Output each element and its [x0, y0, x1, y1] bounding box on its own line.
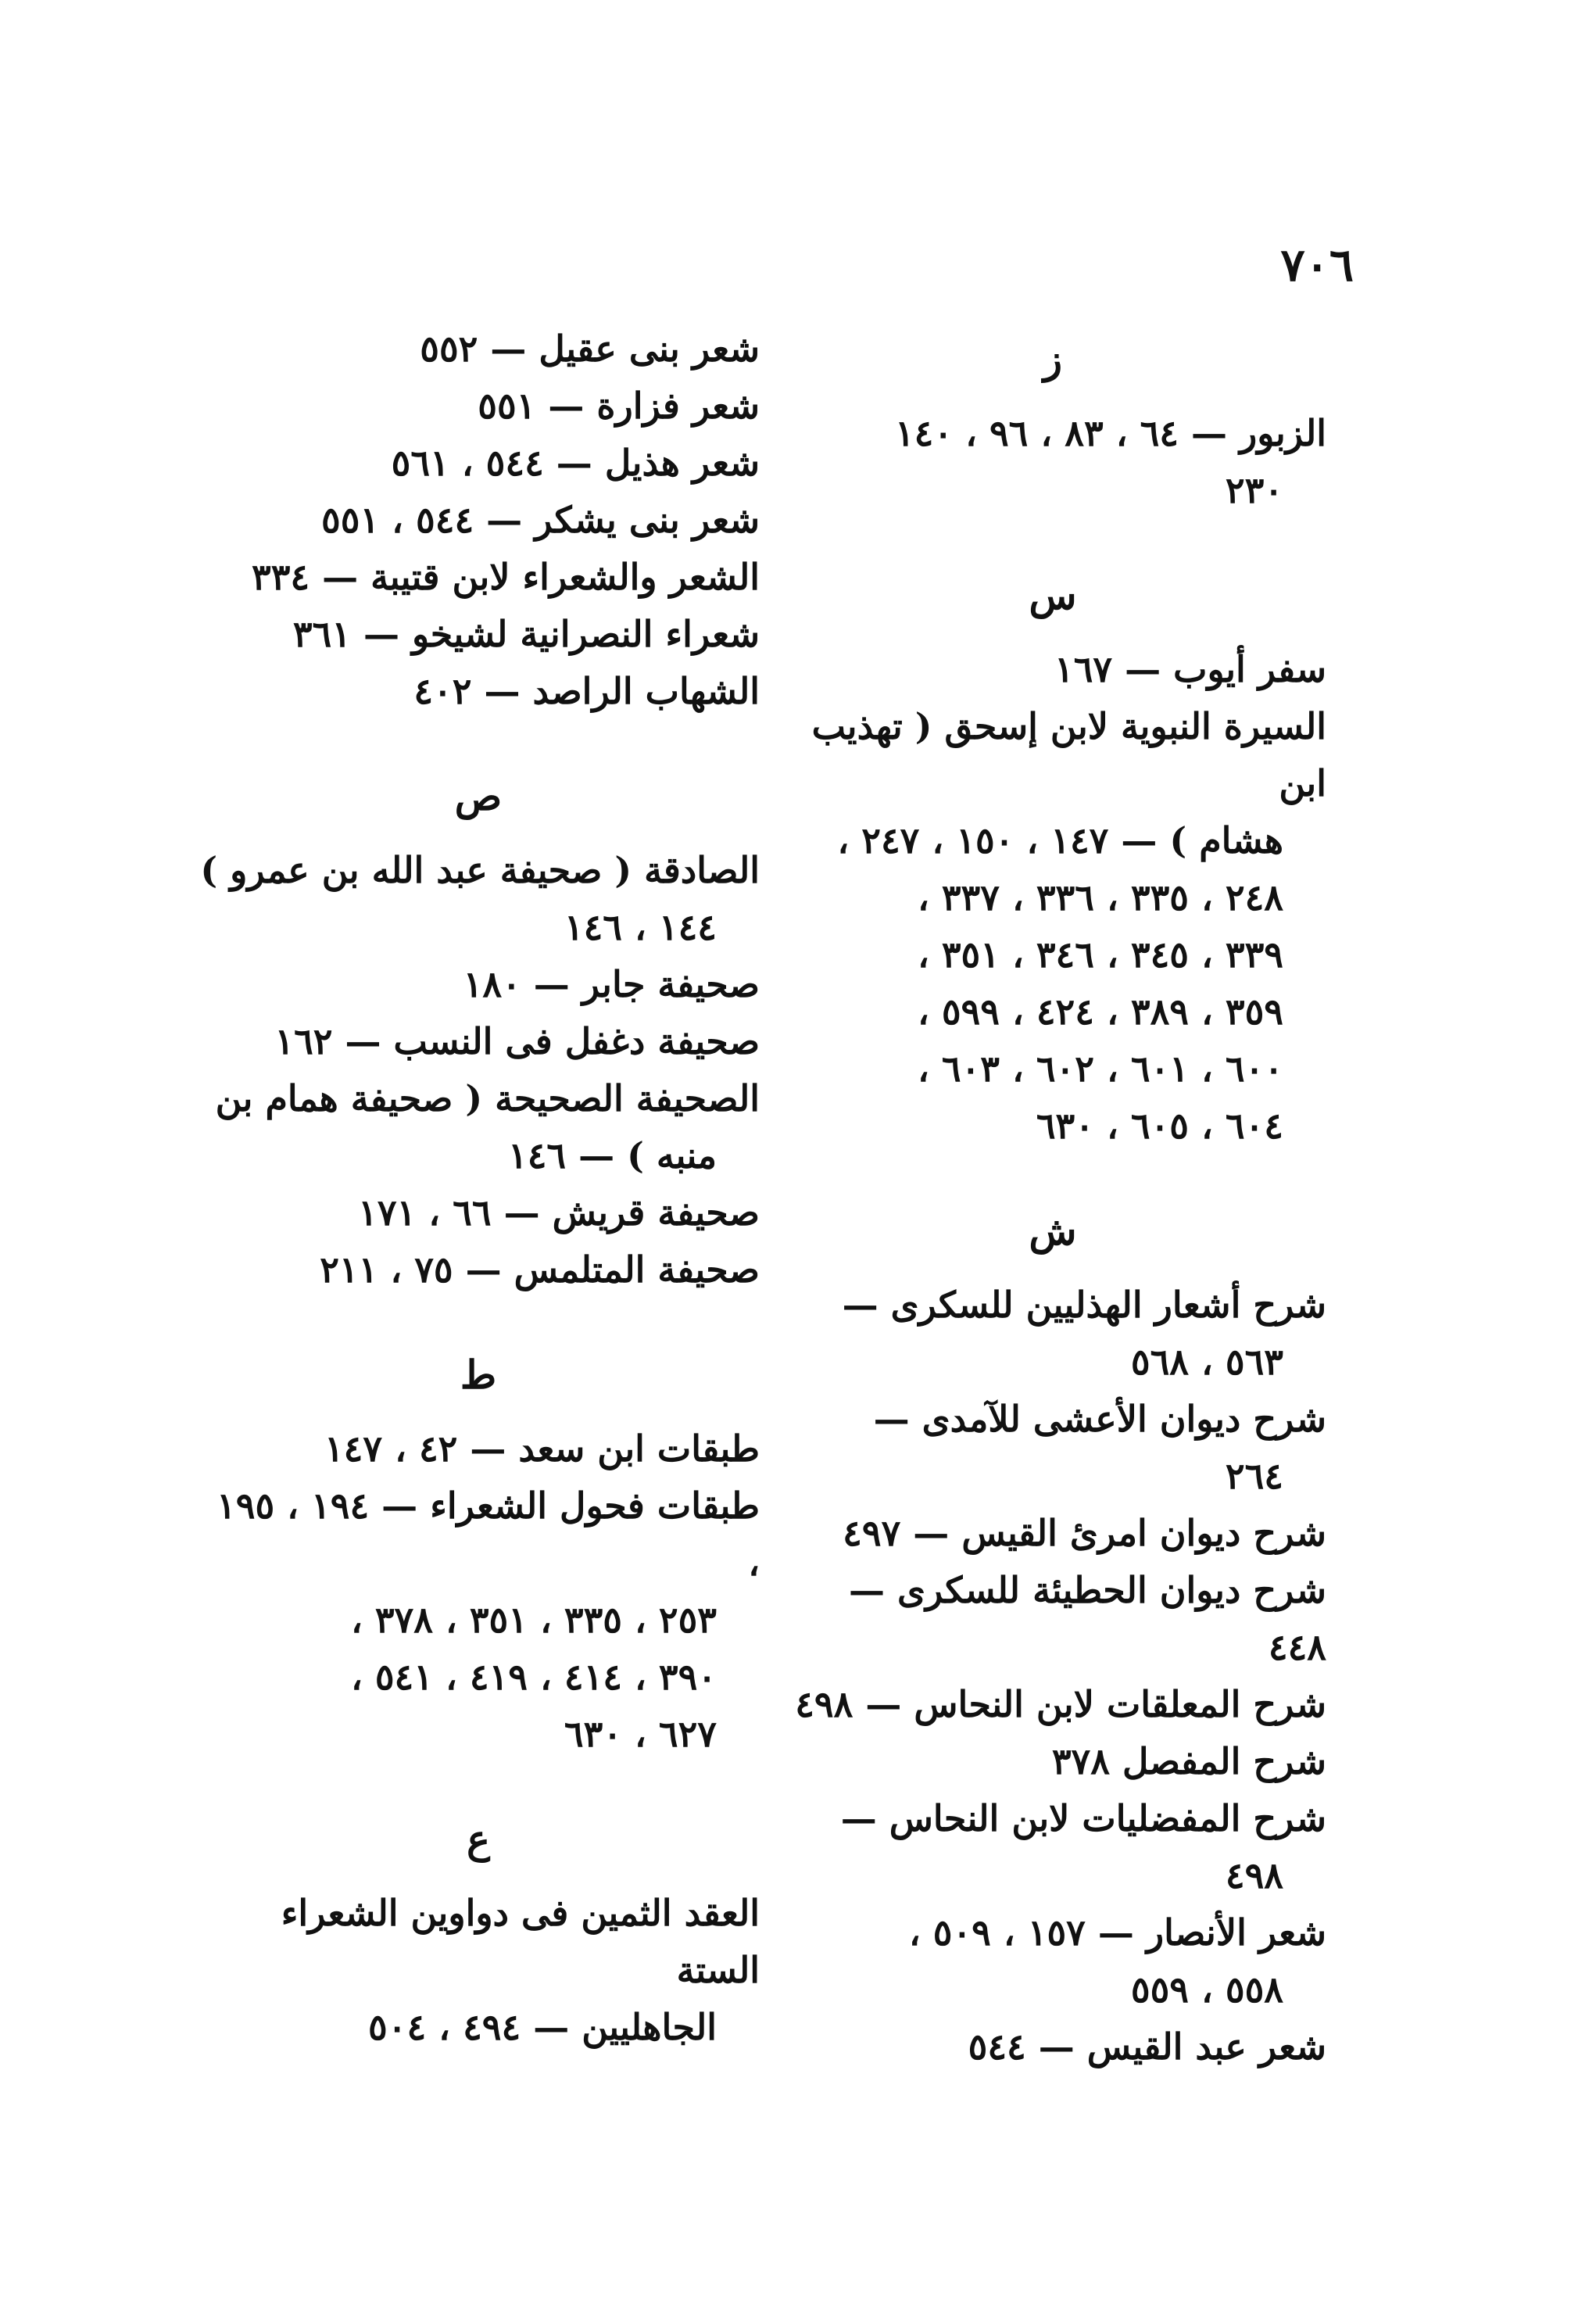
index-column-left [197, 321, 760, 2093]
section-letter-heading: ع [467, 1816, 490, 1862]
index-entry [779, 1391, 1326, 1505]
index-entry [197, 549, 760, 606]
entry-title-line: الصادقة ( صحيفة عبد الله بن عمرو ) [200, 849, 760, 891]
index-entry [779, 1790, 1326, 1904]
index-entry [779, 1676, 1326, 1733]
index-entry [197, 1420, 760, 1477]
section-letter-heading: ص [454, 773, 503, 819]
entry-title-line: شعر عبد القيس — ٥٤٤ [968, 2025, 1326, 2068]
entry-title-line: شرح ديوان الأعشى للآمدى — [873, 1398, 1326, 1440]
index-entry [197, 1184, 760, 1241]
entry-title-line: صحيفة المتلمس — ٧٥ ، ٢١١ [320, 1248, 760, 1291]
entry-title-line: شرح ديوان امرئ القيس — ٤٩٧ [843, 1512, 1326, 1554]
index-entry [197, 492, 760, 549]
index-entry [779, 405, 1326, 519]
entry-title-line: شرح المعلقات لابن النحاس — ٤٩٨ [795, 1683, 1326, 1725]
entry-title-line: شعر هذيل — ٥٤٤ ، ٥٦١ [391, 442, 760, 484]
entry-title-line: شعراء النصرانية لشيخو — ٣٦١ [292, 613, 760, 655]
section-letter-heading: ط [460, 1352, 497, 1398]
entry-continuation-line: منبه ) — ١٤٦ [508, 1134, 717, 1177]
index-entry [197, 435, 760, 492]
entry-title-line: طبقات ابن سعد — ٤٢ ، ١٤٧ [324, 1427, 760, 1470]
section-letter-heading: س [1029, 572, 1077, 618]
entry-continuation-line: الجاهليين — ٤٩٤ ، ٥٠٤ [368, 2006, 717, 2048]
entry-title-line: سفر أيوب — ١٦٧ [1054, 648, 1326, 690]
entry-continuation-line: ٤٩٨ [1225, 1854, 1283, 1896]
entry-title-line: شرح المفضليات لابن النحاس — [840, 1797, 1326, 1839]
index-entry [779, 1505, 1326, 1562]
entry-title-line: الزبور — ٦٤ ، ٨٣ ، ٩٦ ، ١٤٠ [894, 412, 1326, 454]
entry-title-line: الشعر والشعراء لابن قتيبة — ٣٣٤ [252, 556, 760, 598]
index-entry [197, 1070, 760, 1184]
index-entry [779, 2018, 1326, 2076]
index-entry [779, 1277, 1326, 1391]
entry-title-line: صحيفة جابر — ١٨٠ [463, 963, 760, 1005]
entry-continuation-line: ٦٠٤ ، ٦٠٥ ، ٦٣٠ [1036, 1105, 1283, 1147]
index-section [197, 758, 760, 1298]
index-column-right [779, 321, 1326, 2113]
page-number: ٧٠٦ [1280, 238, 1354, 292]
entry-title-line: طبقات فحول الشعراء — ١٩٤ ، ١٩٥ ، [216, 1485, 760, 1584]
entry-title-line: الشهاب الراصد — ٤٠٢ [413, 670, 760, 712]
index-section [779, 557, 1326, 1155]
index-entry [779, 1733, 1326, 1790]
index-entry [197, 663, 760, 720]
index-entry [779, 641, 1326, 698]
index-entry [197, 378, 760, 435]
index-entry [197, 956, 760, 1013]
entry-continuation-line: ٥٥٨ ، ٥٥٩ [1130, 1968, 1283, 2011]
entry-title-line: صحيفة قريش — ٦٦ ، ١٧١ [358, 1191, 760, 1234]
index-entry [197, 1241, 760, 1298]
entry-continuation-line: ٣٥٩ ، ٣٨٩ ، ٤٢٤ ، ٥٩٩ ، [917, 990, 1283, 1033]
entry-title-line: شعر بنى يشكر — ٥٤٤ ، ٥٥١ [321, 499, 760, 541]
entry-continuation-line: ٣٩٠ ، ٤١٤ ، ٤١٩ ، ٥٤١ ، [350, 1656, 717, 1698]
entry-title-line: شرح أشعار الهذليين للسكرى — [842, 1284, 1326, 1326]
index-entry [197, 1477, 760, 1763]
entry-continuation-line: ٦٢٧ ، ٦٣٠ [564, 1713, 717, 1755]
index-section [779, 321, 1326, 519]
entry-title-line: صحيفة دغفل فى النسب — ١٦٢ [274, 1020, 760, 1062]
entry-continuation-line: ١٤٤ ، ١٤٦ [564, 906, 717, 948]
section-letter-heading: ز [1043, 336, 1063, 382]
entry-title-line: شعر بنى عقيل — ٥٥٢ [420, 328, 760, 370]
entry-title-line: شعر الأنصار — ١٥٧ ، ٥٠٩ ، [908, 1911, 1326, 1954]
entry-continuation-line: ٢٣٠ [1225, 469, 1283, 511]
index-entry [197, 606, 760, 663]
section-letter-heading: ش [1029, 1208, 1077, 1254]
index-section [197, 1800, 760, 2056]
entry-title-line: العقد الثمين فى دواوين الشعراء الستة [281, 1892, 760, 1991]
entry-continuation-line: ٢٥٣ ، ٣٣٥ ، ٣٥١ ، ٣٧٨ ، [350, 1599, 717, 1641]
index-section [779, 1192, 1326, 2076]
entry-continuation-line: ٥٦٣ ، ٥٦٨ [1130, 1341, 1283, 1383]
entry-title-line: شرح المفصل ٣٧٨ [1051, 1740, 1326, 1782]
entry-title-line: شعر فزارة — ٥٥١ [478, 385, 760, 427]
index-entry [197, 842, 760, 956]
entry-continuation-line: ٦٠٠ ، ٦٠١ ، ٦٠٢ ، ٦٠٣ ، [917, 1048, 1283, 1090]
entry-title-line: شرح ديوان الحطيئة للسكرى — ٤٤٨ [848, 1569, 1326, 1668]
entry-title-line: السيرة النبوية لابن إسحق ( تهذيب ابن [811, 705, 1326, 804]
entry-continuation-line: ٣٣٩ ، ٣٤٥ ، ٣٤٦ ، ٣٥١ ، [917, 933, 1283, 976]
entry-title-line: الصحيفة الصحيحة ( صحيفة همام بن [215, 1077, 760, 1119]
index-entry [779, 698, 1326, 1155]
entry-continuation-line: هشام ) — ١٤٧ ، ١٥٠ ، ٢٤٧ ، [837, 819, 1283, 861]
index-entry [779, 1904, 1326, 2018]
index-section [197, 321, 760, 720]
index-section [197, 1336, 760, 1763]
index-entry [197, 1885, 760, 2056]
entry-continuation-line: ٢٦٤ [1225, 1455, 1283, 1497]
entry-continuation-line: ٢٤٨ ، ٣٣٥ ، ٣٣٦ ، ٣٣٧ ، [917, 876, 1283, 919]
index-entry [779, 1562, 1326, 1676]
index-entry [197, 321, 760, 378]
index-entry [197, 1013, 760, 1070]
